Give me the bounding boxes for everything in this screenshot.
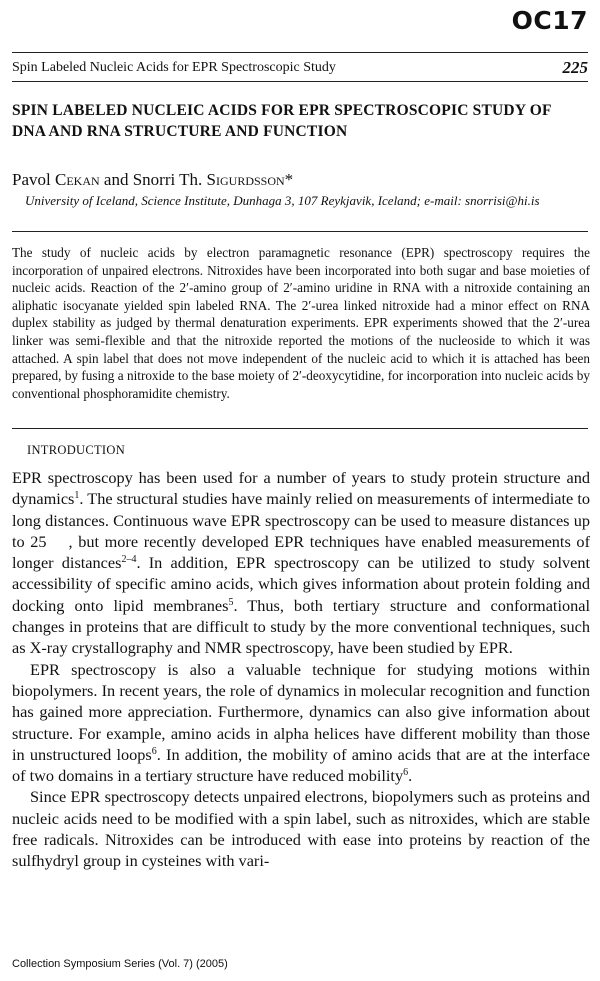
paper-title [12,100,592,142]
abstract-text: The study of nucleic acids by electron paramagnetic resonance (EPR) spectroscopy requires the incorporation of unpaired electrons. Nitroxides have been incorporated into both sugar and base moieties of nucleic acids. Reaction of the 2′-amino group of 2′-amino uridine in RNA with a nitroxide containing an aliphatic isocyanate yielded spin labeled RNA. The 2′-urea linked nitroxide had a minor effect on RNA duplex stability as judged by thermal denaturation experiments. EPR experiments showed that the 2′-urea linker was semi-flexible and that the nitroxide reported the motions of the nucleoside to which it was attached. A spin label that does not move independent of the nucleic acid to which it is attached has been prepared, by fusing a nitroxide to the base moiety of 2′-deoxycytidine, for incorporation into nucleic acids by conventional phosphoramidite chemistry. [12,245,590,401]
top-rule [12,52,588,53]
page-number: 225 [562,58,588,77]
section-heading-introduction: INTRODUCTION [27,443,126,457]
body-paragraph-1: EPR spectroscopy has been used for a number of years to study protein structure and dynamics$^1$. The structural studies have mainly relied on measurements of intermediate to long distances. Continuous wave EPR spectroscopy can be used to measure distances up to 25 , but more recently developed EPR techniques have enabled measurements of longer distances$^{2-4}$. In addition, EPR spectroscopy can be utilized to study solvent accessibility of specific amino acids, which gives information about protein folding and docking onto lipid membranes$^5$. Thus, both tertiary structure and conformational changes in proteins that are difficult to study by the more conventional techniques, such as X-ray crystallography and NMR spectroscopy, have been studied by EPR. [12,468,591,658]
running-head [12,60,588,76]
body-text [12,467,590,872]
title-line-2: DNA AND RNA STRUCTURE AND FUNCTION [12,123,348,140]
abstract-bottom-rule [12,428,588,429]
title-line-1: SPIN LABELED NUCLEIC ACIDS FOR EPR SPECTROSCOPIC STUDY OF [12,102,552,119]
author-2-last: Sigurdsson [206,170,285,189]
abstract-top-rule [12,231,588,232]
footer-series: Collection Symposium Series (Vol. 7) (2005) [12,958,228,970]
running-head-title: Spin Labeled Nucleic Acids for EPR Spectroscopic Study [12,60,336,75]
corresponding-author-mark: * [284,170,294,189]
author-2-first: Snorri Th. [132,170,207,189]
author-list [12,170,293,190]
citation-2-4: 2–4 [121,554,137,566]
body-paragraph-2: EPR spectroscopy is also a valuable technique for studying motions within biopolymers. In recent years, the role of dynamics in molecular recognition and function has gained more appreciation. Furthermore, dynamics can also give information about structure. For example, amino acids in alpha helices have different mobility than those in unstructured loops$^6$. In addition, the mobility of amino acids that are at the interface of two domains in a tertiary structure have reduced mobility$^6$. [12,659,590,786]
author-1-last: Cekan [54,170,100,189]
citation-1: 1 [74,490,80,502]
author-conjunction: and [99,170,133,189]
document-code: OC17 [511,6,588,35]
body-paragraph-3: Since EPR spectroscopy detects unpaired electrons, biopolymers such as proteins and nucleic acids need to be modified with a spin label, such as nitroxides, which are stable free radicals. Nitroxides can be introduced with ease into proteins by reaction of the sulfhydryl group in cysteines with vari- [12,787,590,871]
citation-6b: 6 [403,767,409,779]
citation-5: 5 [228,596,234,608]
author-1-first: Pavol [12,170,55,189]
citation-6a: 6 [151,745,157,757]
affiliation: University of Iceland, Science Institute, Dunhaga 3, 107 Reykjavik, Iceland; e-mail: snorrisi@hi.is [25,193,540,208]
header-rule [12,81,588,82]
